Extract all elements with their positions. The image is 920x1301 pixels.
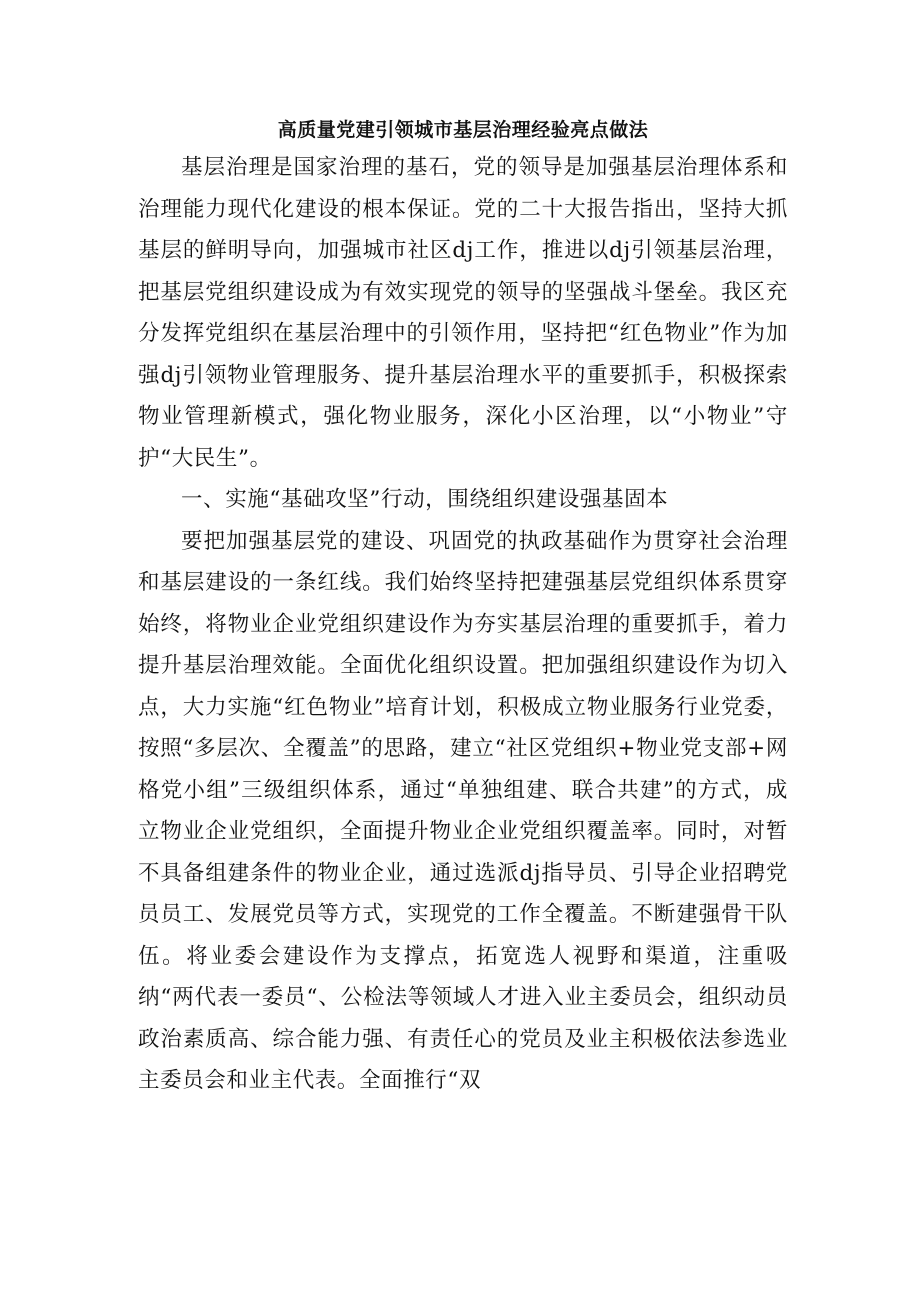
document-title: 高质量党建引领城市基层治理经验亮点做法 [277,119,649,141]
intro-paragraph: 基层治理是国家治理的基石，党的领导是加强基层治理体系和治理能力现代化建设的根本保证。党的二十大报告指出，坚持大抓基层的鲜明导向，加强城市社区dj工作，推进以dj引领基层治理，把基层党组织建设成为有效实现党的领导的坚强战斗堡垒。我区充分发挥党组织在基层治理中的引领作用，坚持把“红色物业”作为加强dj引领物业管理服务、提升基层治理水平的重要抓手，积极探索物业管理新模式，强化物业服务，深化小区治理，以“小物业”守护“大民生”。 [138,155,788,471]
document-body [138,113,788,1102]
section-heading-1: 一、实施“基础攻坚”行动，围绕组织建设强基固本 [181,487,669,512]
section-1-paragraph: 要把加强基层党的建设、巩固党的执政基础作为贯穿社会治理和基层建设的一条红线。我们始终坚持把建强基层党组织体系贯穿始终，将物业企业党组织建设作为夯实基层治理的重要抓手，着力提升基层治理效能。全面优化组织设置。把加强组织建设作为切入点，大力实施“红色物业”培育计划，积极成立物业服务行业党委，按照“多层次、全覆盖”的思路，建立“社区党组织+物业党支部+网格党小组”三级组织体系，通过“单独组建、联合共建”的方式，成立物业企业党组织，全面提升物业企业党组织覆盖率。同时，对暂不具备组建条件的物业企业，通过选派dj指导员、引导企业招聘党员员工、发展党员等方式，实现党的工作全覆盖。不断建强骨干队伍。将业委会建设作为支撑点，拓宽选人视野和渠道，注重吸纳“两代表一委员“、公检法等领域人才进入业主委员会，组织动员政治素质高、综合能力强、有责任心的党员及业主积极依法参选业主委员会和业主代表。全面推行“双 [138,528,788,1093]
